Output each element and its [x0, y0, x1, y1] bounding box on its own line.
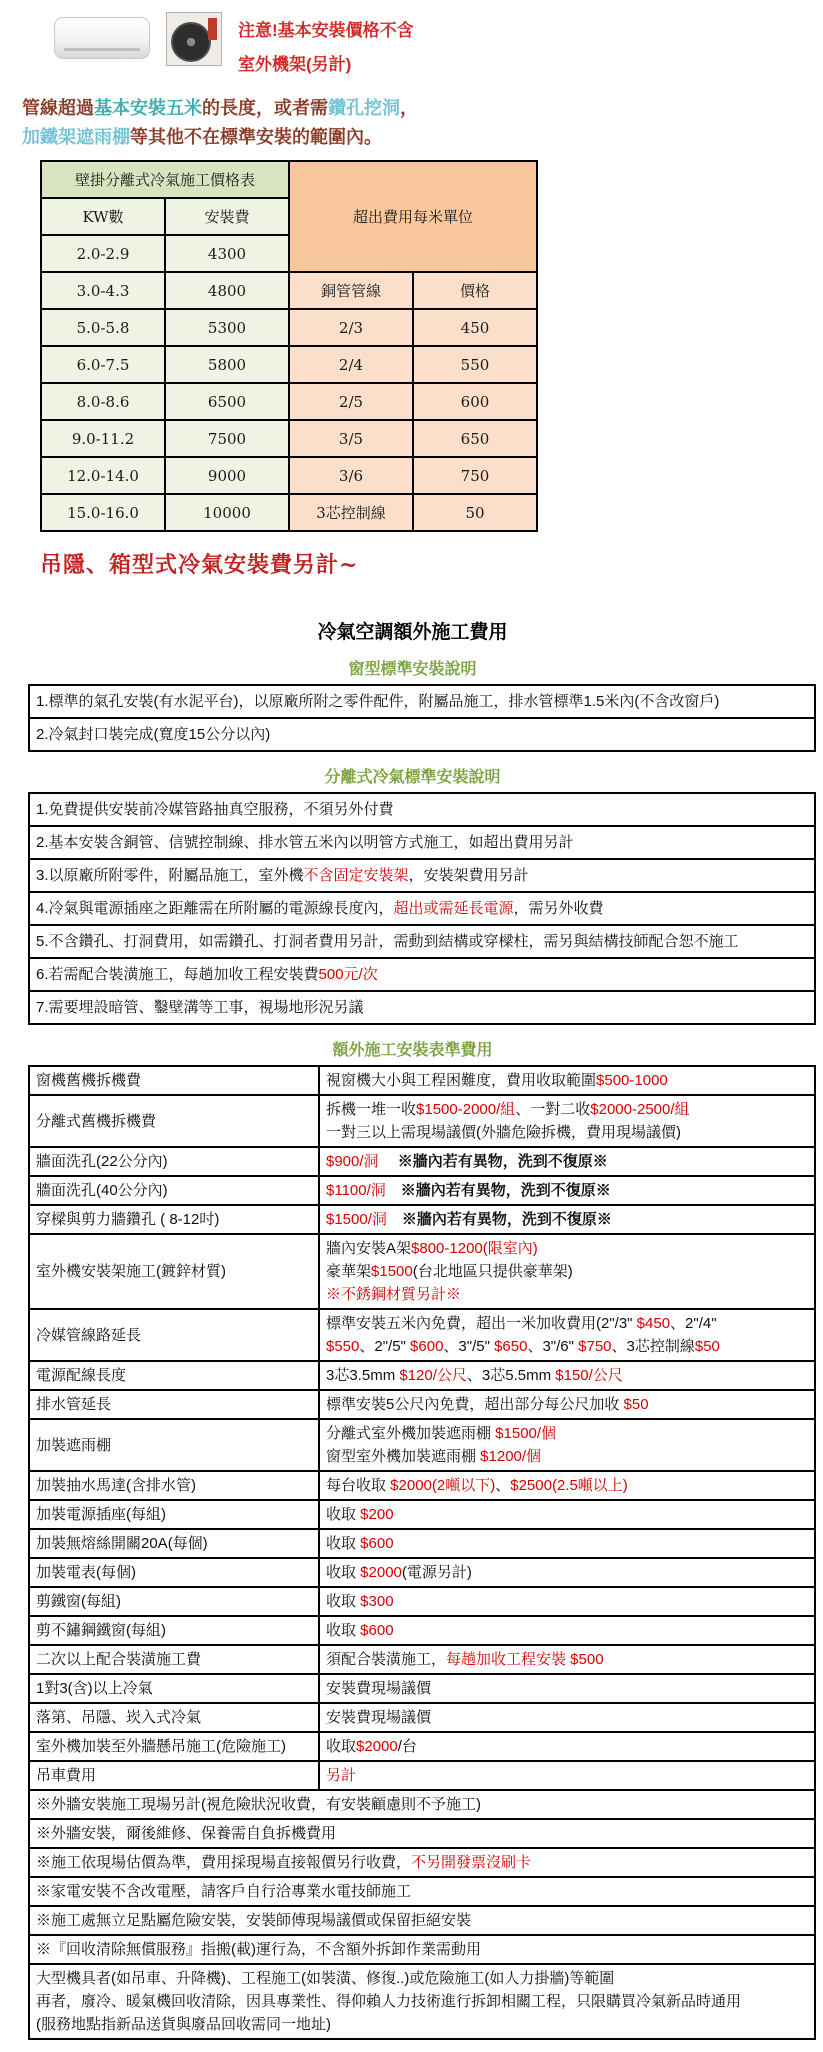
final-note-text — [29, 1964, 815, 2039]
price-cell: 9000 — [165, 457, 289, 494]
text-segment: 7.需要埋設暗管、鑿壁溝等工事，視場地形況另議 — [36, 999, 364, 1017]
note-row — [29, 1877, 815, 1906]
fee-line — [326, 1619, 808, 1642]
price-table-row — [41, 420, 537, 457]
text-segment: 加鐵架遮雨棚 — [22, 127, 130, 148]
price-cell: 6500 — [165, 383, 289, 420]
fee-line — [326, 1208, 808, 1231]
fee-label: 窗機舊機拆機費 — [29, 1066, 319, 1095]
fee-label: 加裝電源插座(每組) — [29, 1500, 319, 1529]
note-text — [29, 1906, 815, 1935]
text-segment: 每台收取 — [326, 1477, 391, 1495]
text-segment: 、3"/5" — [443, 1338, 495, 1356]
text-segment: ， — [400, 98, 418, 118]
text-segment: $1500/個 — [495, 1425, 557, 1443]
intro-line — [22, 94, 815, 123]
fee-value — [319, 1645, 815, 1674]
text-segment: $900/洞 — [326, 1153, 379, 1171]
fee-row — [29, 1471, 815, 1500]
fee-row — [29, 1587, 815, 1616]
spec-text — [29, 991, 815, 1024]
text-segment: 、一對二收 — [515, 1101, 591, 1119]
fee-line — [326, 1364, 808, 1387]
fee-line — [326, 1179, 808, 1202]
spec-text — [29, 859, 815, 892]
note-text — [29, 1877, 815, 1906]
fee-value — [319, 1616, 815, 1645]
note-text — [29, 1790, 815, 1819]
text-segment: 豪華架 — [326, 1263, 372, 1281]
fee-value — [319, 1095, 815, 1147]
header — [54, 12, 815, 82]
fee-line — [326, 1237, 808, 1260]
price-cell: 4800 — [165, 272, 289, 309]
text-segment: 的長度，或者需 — [202, 98, 328, 118]
text-segment: 不另開發票沒刷卡 — [411, 1854, 532, 1872]
fee-row — [29, 1066, 815, 1095]
fee-row — [29, 1419, 815, 1471]
fee-line — [326, 1503, 808, 1526]
note-row — [29, 1906, 815, 1935]
text-segment: ※牆內若有異物，洗到不復原※ — [397, 1153, 608, 1171]
text-segment: 收取 — [326, 1564, 361, 1582]
text-segment: $2000 — [356, 1738, 398, 1756]
spec-row — [29, 685, 815, 718]
fee-row — [29, 1761, 815, 1790]
price-cell: 2/5 — [289, 383, 413, 420]
text-segment: ※家電安裝不含改電壓，請客戶自行洽專業水電技師施工 — [36, 1883, 412, 1901]
text-segment: ，安裝架費用另計 — [408, 867, 529, 885]
price-table-header-cell: KW數 — [41, 198, 165, 235]
text-segment: $2000-2500/組 — [590, 1101, 690, 1119]
fee-line — [326, 1393, 808, 1416]
price-cell: 9.0-11.2 — [41, 420, 165, 457]
text-segment: ，需另外收費 — [513, 900, 604, 918]
price-cell: 2/3 — [289, 309, 413, 346]
price-table-title: 壁掛分離式冷氣施工價格表 — [41, 161, 289, 198]
text-segment: 牆內安裝A架 — [326, 1240, 412, 1258]
text-segment: 安裝費現場議價 — [326, 1709, 432, 1727]
text-segment: 、3"/6" — [527, 1338, 579, 1356]
price-cell: 6.0-7.5 — [41, 346, 165, 383]
price-table-row — [41, 494, 537, 531]
text-segment: 一對三以上需現場議價(外牆危險拆機，費用現場議價) — [326, 1124, 681, 1142]
extra-fee-table — [28, 1065, 816, 2040]
price-cell: 價格 — [413, 272, 537, 309]
fee-label: 排水管延長 — [29, 1390, 319, 1419]
text-segment: $120/公尺 — [399, 1367, 467, 1385]
text-segment: 3.以原廠所附零件，附屬品施工，室外機 — [36, 867, 304, 885]
spec-row — [29, 793, 815, 826]
split-spec-body — [29, 793, 815, 1024]
fee-line — [326, 1590, 808, 1613]
text-segment: ※施工依現場估價為準，費用採現場直接報價另行收費， — [36, 1854, 412, 1872]
fee-label: 加裝抽水馬達(含排水管) — [29, 1471, 319, 1500]
text-segment: 、 — [495, 1477, 511, 1495]
text-segment: 標準安裝5公尺內免費，超出部分每公尺加收 — [326, 1396, 624, 1414]
fee-line — [326, 1648, 808, 1671]
text-segment — [386, 1182, 401, 1199]
spec-row — [29, 718, 815, 751]
text-segment — [379, 1153, 398, 1170]
fee-value — [319, 1361, 815, 1390]
split-spec-table — [28, 792, 816, 1025]
text-segment: (台北地區只提供豪華架) — [412, 1263, 573, 1281]
spec-text — [29, 892, 815, 925]
fee-line — [326, 1445, 808, 1468]
price-cell: 銅管管線 — [289, 272, 413, 309]
text-segment: $2500(2.5噸以上) — [510, 1477, 628, 1495]
notice-line-1: 注意!基本安裝價格不含 — [238, 21, 414, 40]
note-row — [29, 1848, 815, 1877]
fee-value — [319, 1309, 815, 1361]
outdoor-unit-label-badge — [208, 18, 217, 40]
spec-row — [29, 958, 815, 991]
text-segment: 拆機一堆一收 — [326, 1101, 417, 1119]
text-segment: $500-1000 — [596, 1072, 668, 1090]
text-segment: ※不銹鋼材質另計※ — [326, 1286, 462, 1304]
text-segment: $1200/個 — [480, 1448, 542, 1466]
price-cell: 15.0-16.0 — [41, 494, 165, 531]
text-segment: $1100/洞 — [326, 1182, 386, 1200]
text-segment: 4.冷氣與電源插座之距離需在所附屬的電源線長度內， — [36, 900, 394, 918]
text-segment: $650 — [494, 1338, 528, 1356]
intro-line — [22, 123, 815, 152]
fee-label: 電源配線長度 — [29, 1361, 319, 1390]
fee-label: 落第、吊隱、崁入式冷氣 — [29, 1703, 319, 1732]
spec-text — [29, 958, 815, 991]
fee-line — [326, 1283, 808, 1306]
text-segment: 另計 — [326, 1767, 357, 1785]
fee-value — [319, 1234, 815, 1309]
text-segment: 1.免費提供安裝前冷媒管路抽真空服務，不須另外付費 — [36, 801, 394, 819]
spec-row — [29, 892, 815, 925]
text-segment: 收取 — [326, 1535, 361, 1553]
fee-value — [319, 1066, 815, 1095]
indoor-unit-image — [54, 17, 150, 59]
fee-value — [319, 1587, 815, 1616]
spec-text — [29, 793, 815, 826]
price-cell: 3/5 — [289, 420, 413, 457]
fee-row — [29, 1529, 815, 1558]
text-segment: /台 — [397, 1738, 417, 1756]
fee-label: 加裝遮雨棚 — [29, 1419, 319, 1471]
fee-value — [319, 1674, 815, 1703]
fee-row — [29, 1095, 815, 1147]
fee-value — [319, 1205, 815, 1234]
fee-line — [326, 1474, 808, 1497]
fee-label: 牆面洗孔(22公分內) — [29, 1147, 319, 1176]
fee-value — [319, 1558, 815, 1587]
text-segment: (電源另計) — [401, 1564, 472, 1582]
fee-row — [29, 1205, 815, 1234]
text-segment: 每趟加收工程安裝 $500 — [446, 1651, 604, 1669]
fee-line — [326, 1764, 808, 1787]
price-table-row — [41, 457, 537, 494]
text-segment: $1500 — [371, 1263, 413, 1281]
fee-label: 剪不鏽鋼鐵窗(每組) — [29, 1616, 319, 1645]
text-segment: 分離式室外機加裝遮雨棚 — [326, 1425, 496, 1443]
price-cell: 3/6 — [289, 457, 413, 494]
text-segment: 2.基本安裝含銅管、信號控制線、排水管五米內以明管方式施工，如超出費用另計 — [36, 834, 574, 852]
outdoor-unit-fan-icon — [171, 22, 211, 62]
text-segment: $600 — [360, 1535, 394, 1553]
fee-row — [29, 1645, 815, 1674]
price-table-row — [41, 346, 537, 383]
price-table-body — [41, 161, 537, 531]
fee-line — [326, 1532, 808, 1555]
text-segment: $600 — [410, 1338, 444, 1356]
text-segment: 、3芯5.5mm — [466, 1367, 556, 1385]
fee-label: 加裝無熔絲開關20A(每個) — [29, 1529, 319, 1558]
final-note-row — [29, 1964, 815, 2039]
note-text — [29, 1848, 815, 1877]
fee-section-title: 額外施工安裝表準費用 — [332, 1042, 493, 1060]
text-segment: $200 — [360, 1506, 394, 1524]
fee-line — [326, 1069, 808, 1092]
window-spec-body — [29, 685, 815, 751]
price-cell: 3.0-4.3 — [41, 272, 165, 309]
text-segment: ※外牆安裝，爾後維修、保養需自負拆機費用 — [36, 1825, 337, 1843]
text-segment: 、2"/5" — [359, 1338, 411, 1356]
text-segment: 窗型室外機加裝遮雨棚 — [326, 1448, 481, 1466]
fee-value — [319, 1732, 815, 1761]
text-segment: 安裝費現場議價 — [326, 1680, 432, 1698]
text-segment: 不含固定安裝架 — [303, 867, 409, 885]
window-section-title: 窗型標準安裝說明 — [348, 661, 477, 679]
fee-label: 分離式舊機拆機費 — [29, 1095, 319, 1147]
notice-text — [238, 14, 414, 82]
fee-row — [29, 1309, 815, 1361]
final-note-line: 再者，廢冷、暖氣機回收清除，因具專業性、得仰賴人力技術進行拆卸相關工程，只限購買冷氣新品時通用 — [36, 1993, 742, 2011]
fee-row — [29, 1674, 815, 1703]
fee-label: 穿樑與剪力牆鑽孔 ( 8-12吋) — [29, 1205, 319, 1234]
excess-fee-header: 超出費用每米單位 — [289, 161, 537, 272]
price-table-row — [41, 161, 537, 198]
fee-line — [326, 1150, 808, 1173]
fee-value — [319, 1176, 815, 1205]
price-table-header-cell: 安裝費 — [165, 198, 289, 235]
text-segment: 收取 — [326, 1738, 357, 1756]
fee-value — [319, 1419, 815, 1471]
final-note-line: (服務地點指新品送貨與廢品回收需同一地址) — [36, 2016, 331, 2034]
text-segment: 5.不含鑽孔、打洞費用，如需鑽孔、打洞者費用另計，需動到結構或穿樑柱，需另與結構技師配合恕不施工 — [36, 933, 739, 951]
fee-line — [326, 1677, 808, 1700]
text-segment: 須配合裝潢施工， — [326, 1651, 447, 1669]
text-segment: $50 — [623, 1396, 649, 1414]
spec-text — [29, 925, 815, 958]
hanging-type-note: 吊隱、箱型式冷氣安裝費另計~ — [40, 552, 359, 579]
window-spec-table — [28, 684, 816, 752]
text-segment: 收取 — [326, 1506, 361, 1524]
text-segment: 管線超過 — [22, 98, 94, 118]
text-segment: 標準安裝五米內免費，超出一米加收費用(2"/3" — [326, 1315, 637, 1333]
text-segment: $2000 — [360, 1564, 402, 1582]
spec-text — [29, 826, 815, 859]
spec-row — [29, 991, 815, 1024]
text-segment — [387, 1211, 402, 1228]
price-cell: 50 — [413, 494, 537, 531]
price-cell: 8.0-8.6 — [41, 383, 165, 420]
text-segment: $2000(2噸以下) — [390, 1477, 496, 1495]
text-segment: $1500-2000/組 — [416, 1101, 516, 1119]
fee-line — [326, 1735, 808, 1758]
price-table-row — [41, 272, 537, 309]
text-segment: 超出或需延長電源 — [393, 900, 514, 918]
price-cell: 2.0-2.9 — [41, 235, 165, 272]
price-cell: 5.0-5.8 — [41, 309, 165, 346]
fee-line — [326, 1312, 808, 1335]
price-cell: 12.0-14.0 — [41, 457, 165, 494]
price-cell: 3芯控制線 — [289, 494, 413, 531]
fee-label: 加裝電表(每個) — [29, 1558, 319, 1587]
spec-text: 1.標準的氣孔安裝(有水泥平台)，以原廠所附之零件配件，附屬品施工，排水管標準1.5米內(不含改窗戶) — [29, 685, 815, 718]
final-note-line: 大型機具者(如吊車、升降機)、工程施工(如裝潢、修復..)或危險施工(如人力掛牆)等範圍 — [36, 1970, 615, 1988]
fee-row — [29, 1500, 815, 1529]
price-cell: 550 — [413, 346, 537, 383]
spec-row — [29, 925, 815, 958]
fee-label: 室外機加裝至外牆懸吊施工(危險施工) — [29, 1732, 319, 1761]
text-segment: 視窗機大小與工程困難度，費用收取範圍 — [326, 1072, 597, 1090]
price-cell: 450 — [413, 309, 537, 346]
fee-row — [29, 1361, 815, 1390]
text-segment: $300 — [360, 1593, 394, 1611]
fee-line — [326, 1260, 808, 1283]
price-cell: 10000 — [165, 494, 289, 531]
price-table-row — [41, 383, 537, 420]
intro-paragraph — [22, 94, 815, 152]
price-cell: 2/4 — [289, 346, 413, 383]
note-text — [29, 1819, 815, 1848]
text-segment: ※牆內若有異物，洗到不復原※ — [401, 1211, 612, 1229]
fee-row — [29, 1147, 815, 1176]
price-cell: 4300 — [165, 235, 289, 272]
fee-line — [326, 1335, 808, 1358]
price-cell: 5300 — [165, 309, 289, 346]
text-segment: 收取 — [326, 1622, 361, 1640]
page-title: 冷氣空調額外施工費用 — [317, 622, 508, 644]
spec-row — [29, 826, 815, 859]
text-segment: $750 — [578, 1338, 612, 1356]
price-cell: 650 — [413, 420, 537, 457]
fee-label: 吊車費用 — [29, 1761, 319, 1790]
text-segment: 6.若需配合裝潢施工，每趟加收工程安裝費 — [36, 966, 319, 984]
fee-value — [319, 1147, 815, 1176]
text-segment: 、3芯控制線 — [611, 1338, 695, 1356]
price-table-row — [41, 309, 537, 346]
text-segment: 收取 — [326, 1593, 361, 1611]
text-segment: $50 — [694, 1338, 720, 1356]
fee-line — [326, 1098, 808, 1121]
fee-line — [326, 1706, 808, 1729]
text-segment: 、2"/4" — [670, 1315, 717, 1333]
indoor-unit-vent — [64, 48, 139, 51]
fee-value — [319, 1761, 815, 1790]
price-cell: 750 — [413, 457, 537, 494]
text-segment: $600 — [360, 1622, 394, 1640]
fee-value — [319, 1703, 815, 1732]
fee-label: 冷媒管線路延長 — [29, 1309, 319, 1361]
text-segment: ※『回收清除無償服務』指搬(載)運行為，不含額外拆卸作業需動用 — [36, 1941, 481, 1959]
fee-line — [326, 1422, 808, 1445]
note-row — [29, 1819, 815, 1848]
fee-row — [29, 1390, 815, 1419]
text-segment: ※施工處無立足點屬危險安裝，安裝師傅現場議價或保留拒絕安裝 — [36, 1912, 472, 1930]
text-segment: $450 — [636, 1315, 671, 1333]
fee-label: 室外機安裝架施工(鍍鋅材質) — [29, 1234, 319, 1309]
spec-text: 2.冷氣封口裝完成(寬度15公分以內) — [29, 718, 815, 751]
fee-row — [29, 1703, 815, 1732]
fee-row — [29, 1616, 815, 1645]
text-segment: ※牆內若有異物，洗到不復原※ — [400, 1182, 611, 1200]
text-segment: $150/公尺 — [555, 1367, 623, 1385]
fee-line — [326, 1121, 808, 1144]
fee-value — [319, 1390, 815, 1419]
fee-value — [319, 1471, 815, 1500]
notice-line-2: 室外機架(另計) — [238, 55, 352, 74]
fee-value — [319, 1529, 815, 1558]
text-segment: 鑽孔挖洞 — [328, 98, 400, 118]
note-text — [29, 1935, 815, 1964]
note-row — [29, 1935, 815, 1964]
fee-row — [29, 1558, 815, 1587]
price-cell: 7500 — [165, 420, 289, 457]
fee-row — [29, 1732, 815, 1761]
fee-row — [29, 1234, 815, 1309]
text-segment: ※外牆安裝施工現場另計(視危險狀況收費，有安裝顧慮則不予施工) — [36, 1796, 481, 1814]
split-section-title: 分離式冷氣標準安裝說明 — [324, 769, 501, 787]
price-table — [40, 160, 538, 532]
note-row — [29, 1790, 815, 1819]
fee-line — [326, 1561, 808, 1584]
text-segment: 等其他不在標準安裝的範圍內。 — [130, 127, 382, 148]
price-cell: 5800 — [165, 346, 289, 383]
fee-row — [29, 1176, 815, 1205]
spec-row — [29, 859, 815, 892]
price-cell: 600 — [413, 383, 537, 420]
text-segment: 500元/次 — [318, 966, 378, 984]
fee-label: 剪鐵窗(每組) — [29, 1587, 319, 1616]
text-segment: 3芯3.5mm — [326, 1367, 400, 1385]
text-segment: $1500/洞 — [326, 1211, 387, 1229]
text-segment: 基本安裝五米 — [94, 98, 202, 118]
extra-fee-body — [29, 1066, 815, 2039]
fee-label: 二次以上配合裝潢施工費 — [29, 1645, 319, 1674]
text-segment: $800-1200(限室內) — [411, 1240, 538, 1258]
text-segment: $550 — [326, 1338, 360, 1356]
outdoor-unit-image — [166, 12, 222, 66]
fee-value — [319, 1500, 815, 1529]
fee-label: 牆面洗孔(40公分內) — [29, 1176, 319, 1205]
fee-label: 1對3(含)以上冷氣 — [29, 1674, 319, 1703]
